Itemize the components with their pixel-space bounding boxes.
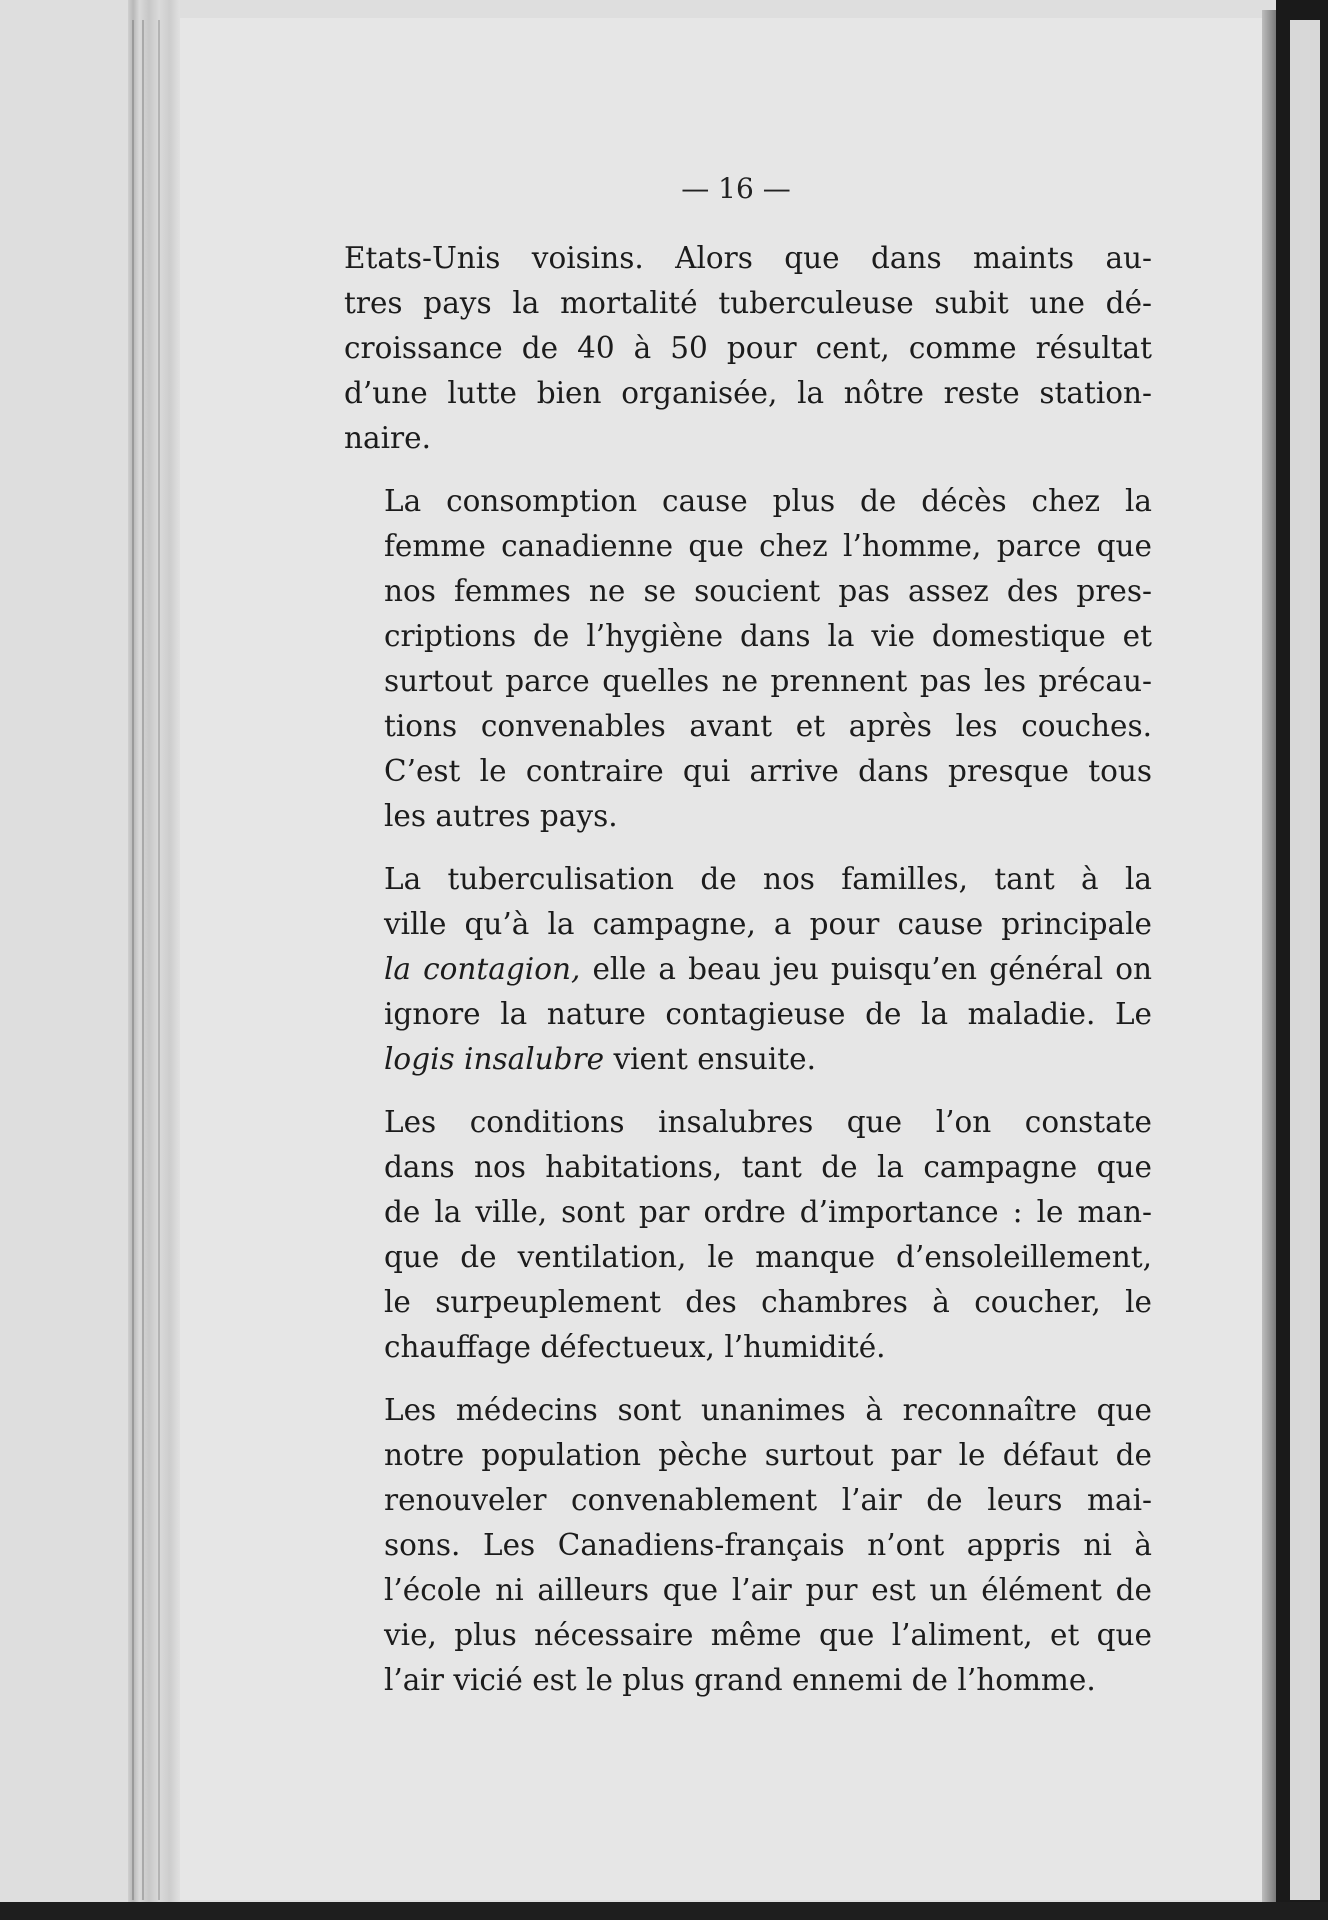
text-line: notre population pèche surtout par le défaut de [384, 1438, 1152, 1472]
text-line: la contagion, elle a beau jeu puisqu’en général on [384, 952, 1152, 986]
text-line: que de ventilation, le manque d’ensoleillement, [384, 1240, 1152, 1274]
page-number: — 16 — [681, 172, 791, 205]
text-line: l’air vicié est le plus grand ennemi de l’homme. [384, 1663, 1096, 1697]
text-line: Les médecins sont unanimes à reconnaître que [384, 1393, 1152, 1427]
spine-line [158, 20, 160, 1900]
text-line: l’école ni ailleurs que l’air pur est un élément de [384, 1573, 1152, 1607]
text-line: tres pays la mortalité tuberculeuse subit une dé- [344, 286, 1152, 320]
text-line: La consomption cause plus de décès chez la [384, 484, 1152, 518]
text-line: C’est le contraire qui arrive dans presque tous [384, 754, 1152, 788]
text-line: La tuberculisation de nos familles, tant à la [384, 862, 1152, 896]
text-line: vie, plus nécessaire même que l’aliment, et que [384, 1618, 1152, 1652]
text-line: d’une lutte bien organisée, la nôtre reste station- [344, 376, 1152, 410]
text-line: dans nos habitations, tant de la campagne que [384, 1150, 1152, 1184]
text-line: ignore la nature contagieuse de la maladie. Le [384, 997, 1152, 1031]
next-page-edge [1290, 20, 1320, 1900]
text-line: chauffage défectueux, l’humidité. [384, 1330, 886, 1364]
paragraph-2 [344, 479, 1152, 839]
book-spine [128, 0, 180, 1920]
scan-border-bottom [0, 1902, 1328, 1920]
text-line: croissance de 40 à 50 pour cent, comme résultat [344, 331, 1152, 365]
text-line: logis insalubre vient ensuite. [384, 1042, 816, 1076]
text-line: les autres pays. [384, 799, 618, 833]
spine-line [142, 20, 144, 1900]
text-line: criptions de l’hygiène dans la vie domestique et [384, 619, 1152, 653]
paragraph-1 [344, 236, 1152, 461]
body-text [344, 236, 1152, 1703]
paragraph-3 [344, 857, 1152, 1082]
paragraph-4 [344, 1100, 1152, 1370]
text-line: femme canadienne que chez l’homme, parce que [384, 529, 1152, 563]
text-line: Etats-Unis voisins. Alors que dans maints au- [344, 241, 1152, 275]
spine-line [132, 20, 134, 1900]
text-line: de la ville, sont par ordre d’importance : le man- [384, 1195, 1152, 1229]
text-line: le surpeuplement des chambres à coucher, le [384, 1285, 1152, 1319]
page-edge-shadow [1262, 10, 1276, 1910]
text-line: renouveler convenablement l’air de leurs mai- [384, 1483, 1152, 1517]
text-line: surtout parce quelles ne prennent pas les précau- [384, 664, 1152, 698]
paragraph-5 [344, 1388, 1152, 1703]
text-line: tions convenables avant et après les couches. [384, 709, 1152, 743]
text-line: nos femmes ne se soucient pas assez des pres- [384, 574, 1152, 608]
text-line: naire. [344, 421, 431, 455]
text-line: ville qu’à la campagne, a pour cause principale [384, 907, 1152, 941]
text-line: Les conditions insalubres que l’on constate [384, 1105, 1152, 1139]
text-line: sons. Les Canadiens-français n’ont appris ni à [384, 1528, 1152, 1562]
